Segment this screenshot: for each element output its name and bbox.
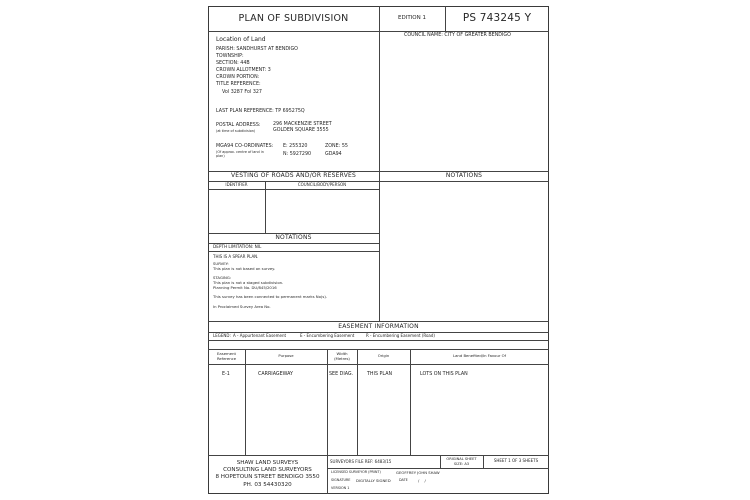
survey-label: SURVEY: bbox=[213, 261, 229, 266]
legend-divider bbox=[208, 340, 549, 341]
table-header-divider bbox=[208, 364, 549, 365]
northing: N: 5927290 bbox=[283, 152, 312, 157]
column-header-purpose: Purpose bbox=[278, 353, 294, 359]
signature-label: SIGNATURE bbox=[331, 478, 351, 482]
easement-land-benefited-cell: LOTS ON THIS PLAN bbox=[420, 372, 468, 377]
version-label: VERSION 1 bbox=[331, 486, 350, 490]
council-name: COUNCIL NAME: CITY OF GREATER BENDIGO bbox=[404, 33, 511, 38]
table-column-divider bbox=[245, 349, 246, 455]
firm-name: SHAW LAND SURVEYS bbox=[236, 460, 299, 466]
firm-phone: PH. 03 54430320 bbox=[243, 482, 292, 488]
permanent-marks: This survey has been connected to permanent marks No(s). bbox=[213, 294, 328, 299]
title-reference: Vol 3287 Fol 327 bbox=[222, 90, 262, 95]
footer-row-divider bbox=[327, 468, 549, 469]
column-header-origin: Origin bbox=[377, 353, 390, 359]
depth-limitation-divider bbox=[208, 251, 379, 252]
spear-plan-note: THIS IS A SPEAR PLAN. bbox=[213, 254, 259, 259]
firm-address: 8 HOPETOUN STREET BENDIGO 3550 bbox=[215, 474, 320, 480]
vesting-heading: VESTING OF ROADS AND/OR RESERVES bbox=[230, 172, 357, 179]
depth-limitation: DEPTH LIMITATION: NIL bbox=[213, 244, 262, 249]
firm-type: CONSULTING LAND SURVEYORS bbox=[223, 467, 312, 473]
date-value: / / bbox=[418, 477, 426, 483]
planning-permit: Planning Permit No. DU/845/2016 bbox=[213, 285, 277, 290]
legend-item: E - Encumbering Easement bbox=[300, 333, 355, 338]
location-heading: Location of Land bbox=[216, 36, 266, 43]
easement-reference-cell: E-1 bbox=[222, 372, 230, 377]
title-reference-label: TITLE REFERENCE: bbox=[216, 82, 261, 87]
crown-allotment: CROWN ALLOTMENT: 3 bbox=[216, 68, 271, 73]
staging-label: STAGING: bbox=[213, 275, 232, 280]
easement-origin-cell: THIS PLAN bbox=[367, 372, 393, 377]
zone: ZONE: 55 bbox=[325, 144, 348, 149]
crown-portion: CROWN PORTION: bbox=[216, 75, 260, 80]
easement-heading: EASEMENT INFORMATION bbox=[338, 323, 419, 330]
mga-label: MGA94 CO-ORDINATES: bbox=[216, 144, 274, 149]
easement-purpose-cell: CARRIAGEWAY bbox=[258, 372, 293, 377]
plan-title: PLAN OF SUBDIVISION bbox=[238, 13, 349, 24]
vesting-col-body: COUNCIL/BODY/PERSON bbox=[297, 182, 347, 187]
table-column-divider bbox=[410, 349, 411, 455]
licensed-surveyor-name: GEOFFREY JOHN SHAW bbox=[396, 469, 440, 475]
column-header-width: Width (Metres) bbox=[334, 351, 350, 361]
table-column-divider bbox=[357, 349, 358, 455]
vesting-header-divider bbox=[208, 189, 379, 190]
signature-value: DIGITALLY SIGNED bbox=[356, 477, 391, 483]
notations-heading: NOTATIONS bbox=[275, 234, 312, 241]
surveyors-file-ref: SURVEYORS FILE REF: 6483/15 bbox=[330, 459, 392, 464]
postal-address-note: (at time of subdivision) bbox=[216, 129, 256, 133]
parish: PARISH: SANDHURST AT BENDIGO bbox=[216, 47, 298, 52]
column-header-reference: Easement Reference bbox=[216, 351, 237, 361]
column-header-land-benefited: Land Benefited/In Favour Of bbox=[452, 353, 507, 359]
date-label: DATE bbox=[399, 478, 408, 482]
notations-right-heading: NOTATIONS bbox=[445, 172, 483, 179]
legend-item: A - Appurtenant Easement bbox=[233, 333, 287, 338]
staging-text: This plan is not a staged subdivision. bbox=[213, 280, 284, 285]
postal-address-line2: GOLDEN SQUARE 3555 bbox=[273, 128, 329, 133]
datum: GDA94 bbox=[325, 152, 342, 157]
sheet-count: SHEET 1 OF 3 SHEETS bbox=[493, 458, 539, 464]
legend-item: R - Encumbering Easement (Road) bbox=[366, 333, 435, 338]
easement-width-cell: SEE DIAG. bbox=[329, 372, 354, 377]
licensed-surveyor-label: LICENSED SURVEYOR (PRINT) bbox=[331, 470, 381, 474]
postal-address-label: POSTAL ADDRESS: bbox=[216, 123, 261, 128]
legend-label: LEGEND: bbox=[213, 333, 231, 338]
column-divider bbox=[379, 6, 380, 321]
last-plan-reference: LAST PLAN REFERENCE: TP 695275Q bbox=[216, 109, 305, 114]
easting: E: 255320 bbox=[283, 144, 308, 149]
postal-address-line1: 296 MACKENZIE STREET bbox=[273, 122, 332, 127]
original-sheet-size: ORIGINAL SHEET SIZE: A3 bbox=[446, 457, 477, 466]
edition-label: EDITION 1 bbox=[397, 15, 426, 21]
plan-number: PS 743245 Y bbox=[462, 12, 532, 24]
table-column-divider bbox=[327, 349, 328, 494]
survey-area: In Proclaimed Survey Area No. bbox=[213, 304, 271, 309]
mga-note: (Of approx. centre of land in plan) bbox=[216, 150, 264, 158]
section: SECTION: 44B bbox=[216, 61, 250, 66]
vesting-col-identifier: IDENTIFIER bbox=[225, 182, 248, 187]
township: TOWNSHIP: bbox=[216, 54, 244, 59]
survey-text: This plan is not based on survey. bbox=[213, 266, 276, 271]
